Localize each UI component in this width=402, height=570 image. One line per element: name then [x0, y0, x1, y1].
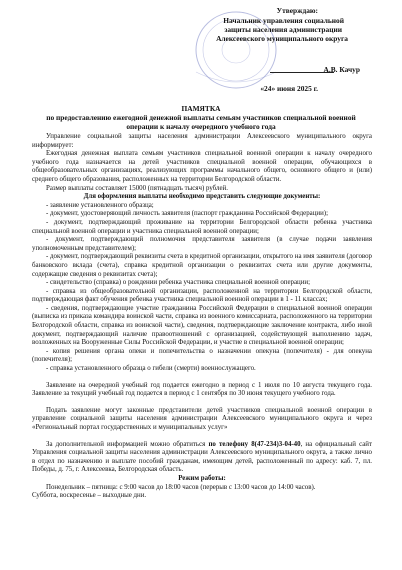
memo-subtitle-line2: операции к началу очередного учебного года: [126, 122, 276, 131]
document-item: - заявление установленного образца;: [46, 201, 154, 209]
document-item: - свидетельство (справка) о рождении ребенка участника специальной военной операции;: [46, 279, 311, 287]
document-item: - документ, подтверждающий реквизиты счета в кредитной организации, открытого на имя заявителя (договор банковского вклада (счета), справка кредитной организации о реквизитах счета или другие документы, содержащие сведения о реквизитах счета);: [32, 253, 372, 278]
amount-paragraph: Размер выплаты составляет 15000 (пятнадцать тысяч) рублей.: [46, 184, 228, 192]
memo-subtitle-line1: по предоставлению ежегодной денежной выплаты семьям участников специальной военной: [46, 113, 356, 122]
schedule-weekdays: Понедельник – пятница: с 9:00 часов до 18:00 часов (перерыв с 13:00 часов до 14:00 часов).: [46, 483, 316, 491]
document-item: - документ, подтверждающий полномочия представителя заявителя (в случае подачи заявления уполномоченным представителем);: [32, 236, 372, 252]
body-text: [32, 133, 372, 501]
document-item: - документ, подтверждающий проживание на территории Белгородской области ребенка участника специальной военной операции и участника специальной военной операции;: [32, 218, 372, 235]
document-item: - справка установленного образца о гибели (смерти) военнослужащего.: [46, 365, 256, 373]
info-paragraph: [32, 441, 372, 475]
info-text-rest: , на официальный сайт Управления социальной защиты населения администрации Алексеевского муниципального округа, а также лично в отдел по назначению и выплате пособий гражданам, имеющим детей, расположенный по адресу: каб. 7, пл. Победы, д. 75, г. Алексеевка, Белгородская область.: [32, 440, 373, 474]
deadline-paragraph: Заявление на очередной учебный год подается ежегодно в период с 1 июля по 10 августа текущего года. Заявление за текущий учебный год подается в период с 1 сентября по 30 июня текущего учебного года.: [32, 381, 372, 398]
signer-name: А.В. Качур: [323, 65, 360, 74]
document-item: - справка из общеобразовательной организации, расположенной на территории Белгородской области, подтверждающая факт обучения ребенка участника специальной военной операции в 1 - 11 классах;: [32, 287, 372, 304]
approval-position-line2: защиты населения администрации: [224, 25, 342, 34]
document-item: - документ, удостоверяющий личность заявителя (паспорт гражданина Российской Федерации);: [46, 210, 328, 218]
spacer: [32, 374, 372, 382]
info-phone: по телефону 8(47-234)3-04-40: [208, 440, 301, 448]
spacer: [32, 433, 372, 441]
approval-date: «24» июня 2025 г.: [260, 84, 318, 93]
documents-header: Для оформления выплаты необходимо представить следующие документы:: [83, 193, 321, 201]
document-item: - сведения, подтверждающие участие гражданина Российской Федерации в специальной военной операции (выписка из приказа командира воинской части, справка из военного комиссариата, расположенного на территории Белгородской области, справка из воинской части), сведения, подтверждающие заключение контракта, либо иной документ, подтверждающий наличие правоотношений с организацией, содействующей выполнению задач, возложенных на Вооруженные Силы Российской Федерации, и участие в специальной военной операции;: [32, 304, 372, 347]
intro-line2: округа информирует:: [32, 133, 372, 149]
schedule-weekend: Суббота, воскресенье – выходные дни.: [32, 492, 147, 500]
documents-list: [32, 202, 372, 374]
payment-paragraph: Ежегодная денежная выплата семьям участников специальной военной операции к началу очередного учебного года назначается на детей участников специальной военной операции, обучающихся в общеобразовательных организациях, реализующих программы начального общего, основного общего и (или) среднего общего образования, расположенных на территории Белгородской области.: [32, 150, 372, 183]
approval-position-line1: Начальник управления социальной: [223, 16, 344, 25]
intro-line1: Управление социальной защиты населения администрации Алексеевского муниципального: [46, 133, 346, 140]
schedule-header: Режим работы:: [178, 474, 226, 482]
approval-position-line3: Алексеевского муниципального округа: [216, 34, 348, 43]
memo-title: ПАМЯТКА: [181, 104, 221, 113]
spacer: [32, 399, 372, 407]
submit-paragraph: Подать заявление могут законные представители детей участников специальной военной операции в управление социальной защиты населения администрации Алексеевского муниципального округа и через «Региональный портал государственных и муниципальных услуг»: [32, 406, 372, 431]
approval-label: Утверждаю:: [276, 6, 318, 15]
intro-paragraph: [32, 133, 372, 150]
info-text: За дополнительной информацией можно обратиться: [46, 440, 206, 448]
document-item: - копия решения органа опеки и попечительства о назначении опекуна (попечителя) - для опекуна (попечителя);: [32, 347, 372, 364]
